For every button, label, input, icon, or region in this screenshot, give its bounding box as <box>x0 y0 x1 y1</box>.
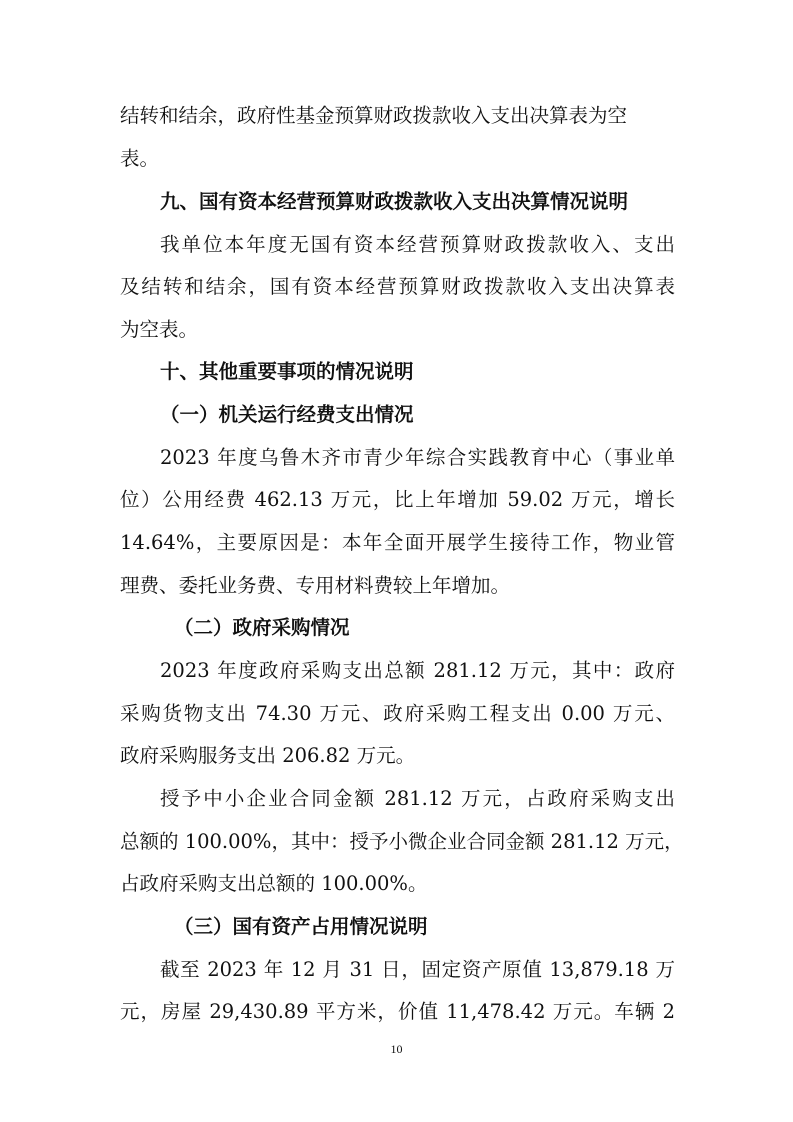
paragraph-line: 元，房屋 29,430.89 平方米，价值 11,478.42 万元。车辆 2 <box>120 1000 675 1023</box>
paragraph-line: 我单位本年度无国有资本经营预算财政拨款收入、支出 <box>160 233 675 256</box>
paragraph-line: 为空表。 <box>120 318 199 341</box>
paragraph-line: 政府采购服务支出 206.82 万元。 <box>120 744 416 767</box>
paragraph-line: 占政府采购支出总额的 100.00%。 <box>120 872 428 895</box>
section-heading: 十、其他重要事项的情况说明 <box>160 360 414 383</box>
paragraph-line: 2023 年度政府采购支出总额 281.12 万元，其中：政府 <box>160 659 675 682</box>
paragraph-line: 14.64%，主要原因是：本年全面开展学生接待工作，物业管 <box>120 531 675 554</box>
paragraph-line: 采购货物支出 74.30 万元、政府采购工程支出 0.00 万元、 <box>120 702 675 725</box>
paragraph-line: 理费、委托业务费、专用材料费较上年增加。 <box>120 574 511 597</box>
section-heading: 九、国有资本经营预算财政拨款收入支出决算情况说明 <box>160 190 629 213</box>
subsection-heading: （三）国有资产占用情况说明 <box>174 915 428 938</box>
page-number: 10 <box>390 1042 403 1056</box>
paragraph-line: 2023 年度乌鲁木齐市青少年综合实践教育中心（事业单 <box>160 446 675 469</box>
paragraph-line: 位）公用经费 462.13 万元，比上年增加 59.02 万元，增长 <box>120 488 675 511</box>
paragraph-line: 总额的 100.00%，其中：授予小微企业合同金额 281.12 万元， <box>120 830 684 853</box>
paragraph-line: 截至 2023 年 12 月 31 日，固定资产原值 13,879.18 万 <box>160 958 675 981</box>
subsection-heading: （一）机关运行经费支出情况 <box>160 403 414 426</box>
paragraph-line: 及结转和结余，国有资本经营预算财政拨款收入支出决算表 <box>120 275 675 298</box>
subsection-heading: （二）政府采购情况 <box>174 616 350 639</box>
paragraph-line: 结转和结余，政府性基金预算财政拨款收入支出决算表为空 <box>120 104 628 127</box>
paragraph-line: 表。 <box>120 147 160 170</box>
paragraph-line: 授予中小企业合同金额 281.12 万元，占政府采购支出 <box>160 787 675 810</box>
